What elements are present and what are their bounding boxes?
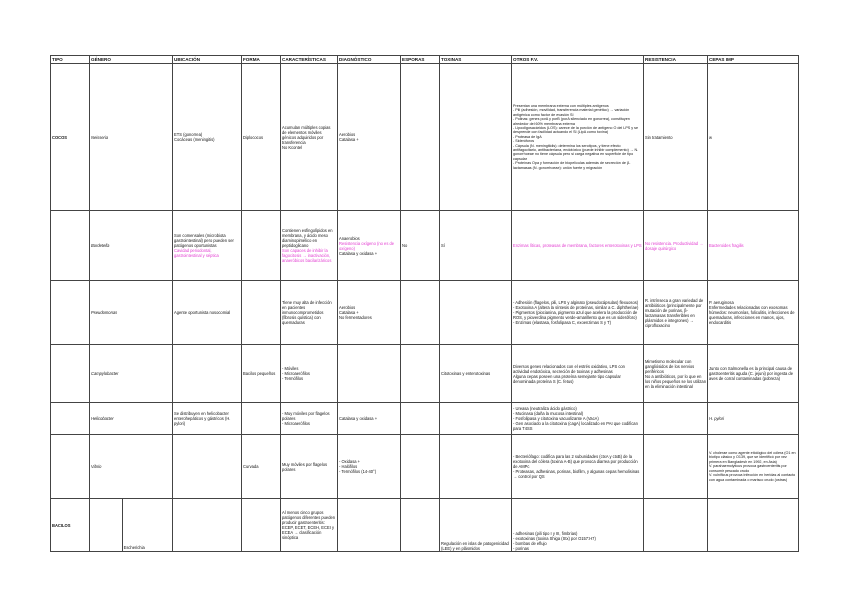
toxinas-cell [440,281,512,345]
forma-cell [242,211,281,281]
resistencia-cell: Mimetismo molecular con gangliósidos de los nervios periféricos No a antibióticos, por lo que en los niños pequeños se los utilizan en la eliminación intestinal [644,345,708,403]
cepas-cell: V. cholerae como agente etiológico del cólera (O1 en biotipo clásico y O139, que se identificó por vez primera en Bangladesh en 1992, en Asia) V. parahaemolyticus provoca gastroenteritis por consumir pescado crudo V. vulnificus provoca infección en heridas al contacto con agua contaminada o marisco crudo (ostras) [708,435,799,499]
diagnostico-cell: Catalasa y oxidasa + [338,403,401,435]
ubicacion-cell: ETS (gonorrea) Cocáceas (meningitis) [173,64,242,211]
ubicacion-cell: Se distribuyen en helicobacter enterohepáticos y gástricos (H. pylori) [173,403,242,435]
forma-cell: Curvada [242,435,281,499]
caracteristicas-cell: - Móviles - Microaerófilos - Termófilos [281,345,338,403]
ubicacion-cell [173,345,242,403]
otros-cell: - Becteriófago: codifica para las 2 subunidades (ctxA y ctxB) de la exotoxina del cólera (toxina A-B) que provoca diarrea por producción de AMPc - Proteasas, adhesinas, porinas, biofilm, y algunas cepas hemolisinas → control por QS [512,435,644,499]
cepas-cell: Bacteroides fragilis [708,211,799,281]
genero-cell: Vibrio [90,435,173,499]
forma-cell [242,281,281,345]
esporas-cell: No [401,211,440,281]
resistencia-cell: R. intrínseca a gran variedad de antibióticos (principalmente por mutación de porinas, β-lactamasas transferibles en plásmidos e integrones) → ciprofloxacino [644,281,708,345]
diagnostico-cell: Aerobios Catalasa + No fermentadores [338,281,401,345]
tipo-cell: COCOS [51,64,90,211]
header-caracteristicas: CARACTERÍSTICAS [281,56,338,64]
genero-cell [90,499,173,552]
esporas-cell [401,499,440,552]
diagnostico-cell: Aerobios Catalasa + [338,64,401,211]
ubicacion-cell: Agente oportunista nosocomial [173,281,242,345]
table-row-helicobacter [51,403,799,435]
header-forma: FORMA [242,56,281,64]
diagnostico-cell: - Oxidasa + - Halófilos - Termófilos (14-40°) [338,435,401,499]
header-row [51,56,799,64]
cepas-cell: Junto con Salmonella es la principal causa de gastroenteritis aguda (C. jejuni) por ingesta de aves de corral contaminadas (pobreza) [708,345,799,403]
table-row-bordetella [51,211,799,281]
table-row-pseudomonas [51,281,799,345]
diagnostico-cell [338,211,401,281]
caracteristicas-cell: Muy móviles por flagelos polares [281,435,338,499]
genero-subcell-label: Escherichia [123,545,145,550]
resistencia-cell [644,403,708,435]
ubicacion-cell [173,499,242,552]
diagnostico-text-2: Catalasa y oxidasa + [339,250,378,256]
tipo-cell [51,435,90,499]
caracteristicas-cell: Acumulan múltiples copias de elementos móviles génicos adquiridos por transferencia No Kcontel [281,64,338,211]
diagnostico-highlight: Resistencia oxígeno (no es de oxígeno) [339,240,395,251]
tipo-cell: BACILOS [51,499,90,552]
header-genero: GÉNERO [90,56,173,64]
toxinas-cell [440,435,512,499]
resistencia-cell [644,499,708,552]
otros-cell: - Ureasa (neutraliza ácido gástrico) - Mucinasa (daña la mucosa intestinal) - Fosfolipasa y citotoxina vacuolizante A (VacA) - Gen asociado a la citotoxina (cagA) localizado en PAI que codifican para T4SS [512,403,644,435]
header-toxinas: TOXINAS [440,56,512,64]
genero-cell: Campylobacter [90,345,173,403]
esporas-cell [401,345,440,403]
ubicacion-highlight: Cavidad periodontal, gastrointestinal y séptica [174,248,219,258]
cepas-cell: H. pylori [708,403,799,435]
header-resistencia: RESISTENCIA [644,56,708,64]
toxinas-cell: Regulación en islas de patogenicidad (LEE) y en plásmidos [440,499,512,552]
tipo-cell [51,403,90,435]
tipo-cell [51,345,90,403]
toxinas-cell: Citotoxinas y enterotoxinas [440,345,512,403]
otros-cell: Presentan una membrana externa con múltiples antígenos - Pili (adhesión, movilidad, transferencia material genético) → variación antigénica como factor de evasión SI - Polinas: genes porA y porB (porA silenciado en gonorrea), constituyen alrededor del 60% membrana externa - Lipooligosacáridos (LOS): carece de la porción de antígeno O del LPS y se desprende con facilidad actuando el SI (LipA como toxina) - Proteasa de IgA - Sideróforos - Cápsula (N. meningitidis): determina los serotipos, y tiene efecto antifagocitario, antibacteriana, endotóxico (puede inhibir complemento) → N. gonorrhoeae no tiene cápsula pero si carga negativa en superficie de tipo capsular - Proteínas Opa y formación de biopelículas además de secreción de β-lactamasas (N. gonorrhoeae): unión fuerte y migración [512,64,644,211]
genero-cell: Pseudomonas [90,281,173,345]
caracteristicas-cell [281,211,338,281]
otros-cell: - Adhesión (flagelos, pili, LPS y alginato (pseudocápsulas) flexuosos) - Exotoxina A (altera la síntesis de proteínas, similar a C. diphtheriae) - Pigmentos (piocianina, pigmento azul que acelera la producción de ROS, y pioverdina pigmento verde-amarillento que es un sideróforo) - Enzimas (elastasa, fosfolipasa C, exoenzimas S y T) [512,281,644,345]
tipo-cell [51,211,90,281]
forma-cell: Bacilos pequeños [242,345,281,403]
diagnostico-text: Anaerobios [339,235,360,241]
forma-cell: Diplococos [242,64,281,211]
caracteristicas-text: Contienen esfingolípidos en membrana, y ácido meso diaminopimélico en peptidoglicano [282,228,333,248]
header-diagnostico: DIAGNÓSTICO [338,56,401,64]
caracteristicas-cell: Al menos cinco grupos patógenos diferentes pueden producir gastroenteritis: ECEP, ECET, ECEH, ECEI y ECEA → clasificación sinóptica [281,499,338,552]
caracteristicas-cell: Tiene muy alta de infección en pacientes inmunocomprometidos (fibrosis quística) con quemaduras [281,281,338,345]
toxinas-cell: Sí [440,211,512,281]
resistencia-cell [644,435,708,499]
cepas-cell [708,499,799,552]
forma-cell [242,499,281,552]
reference-table [50,55,799,552]
header-otros: OTROS F.V. [512,56,644,64]
table-row-vibrio [51,435,799,499]
esporas-cell [401,281,440,345]
diagnostico-cell [338,499,401,552]
otros-cell: - adhesinas (pili tipo I y III, fimbrias) - exotoxinas (toxina Shiga (Stx) por O157:H7) - bombas de eflujo - porinas [512,499,644,552]
ubicacion-cell [173,211,242,281]
esporas-cell [401,403,440,435]
ubicacion-text: Son comensales (microbiota gastrointestinal) pero pueden ser patógenos oportunistas [174,233,234,248]
genero-subcell [90,499,123,551]
genero-cell: Bordetella [90,211,173,281]
forma-cell [242,403,281,435]
toxinas-cell [440,403,512,435]
table-row-campylobacter [51,345,799,403]
table-row-escherichia [51,499,799,552]
caracteristicas-cell: - Muy móviles por flagelos polares - Microaerófilos [281,403,338,435]
esporas-cell [401,64,440,211]
cepas-cell: P. aeruginosa Enfermedades relacionadas con exosomas húmedos: neumonías, foliculitis, infecciones de quemaduras, infecciones en manos, ojos, endocarditis [708,281,799,345]
ubicacion-cell [173,435,242,499]
cepas-cell: w [708,64,799,211]
otros-cell: Diversos genes relacionados con el estrés oxidativo, LPS con actividad endotóxica, secreción de toxinas y adhesinas Alguna cepas poseen una proteína semejante tipo capsular denominada proteína S (C. fetus) [512,345,644,403]
resistencia-cell: Sin tratamiento [644,64,708,211]
table-row-neisseria [51,64,799,211]
header-cepas: CEPAS IMP [708,56,799,64]
tipo-cell [51,281,90,345]
esporas-cell [401,435,440,499]
header-ubicacion: UBICACIÓN [173,56,242,64]
diagnostico-cell [338,345,401,403]
otros-cell: Enzimas líticas, proteasas de membrana, factores enterotoxinas y LPS [512,211,644,281]
header-esporas: ESPORAS [401,56,440,64]
resistencia-cell: No resistencia. Productividad → dosaje quirúrgico [644,211,708,281]
genero-cell: Neisseria [90,64,173,211]
header-tipo: TIPO [51,56,90,64]
toxinas-cell [440,64,512,211]
caracteristicas-highlight: Son capaces de inhibir la fagocitosis → inactivación, anaeróbicos bacilarizáricos [282,248,332,263]
genero-cell: Helicobacter [90,403,173,435]
